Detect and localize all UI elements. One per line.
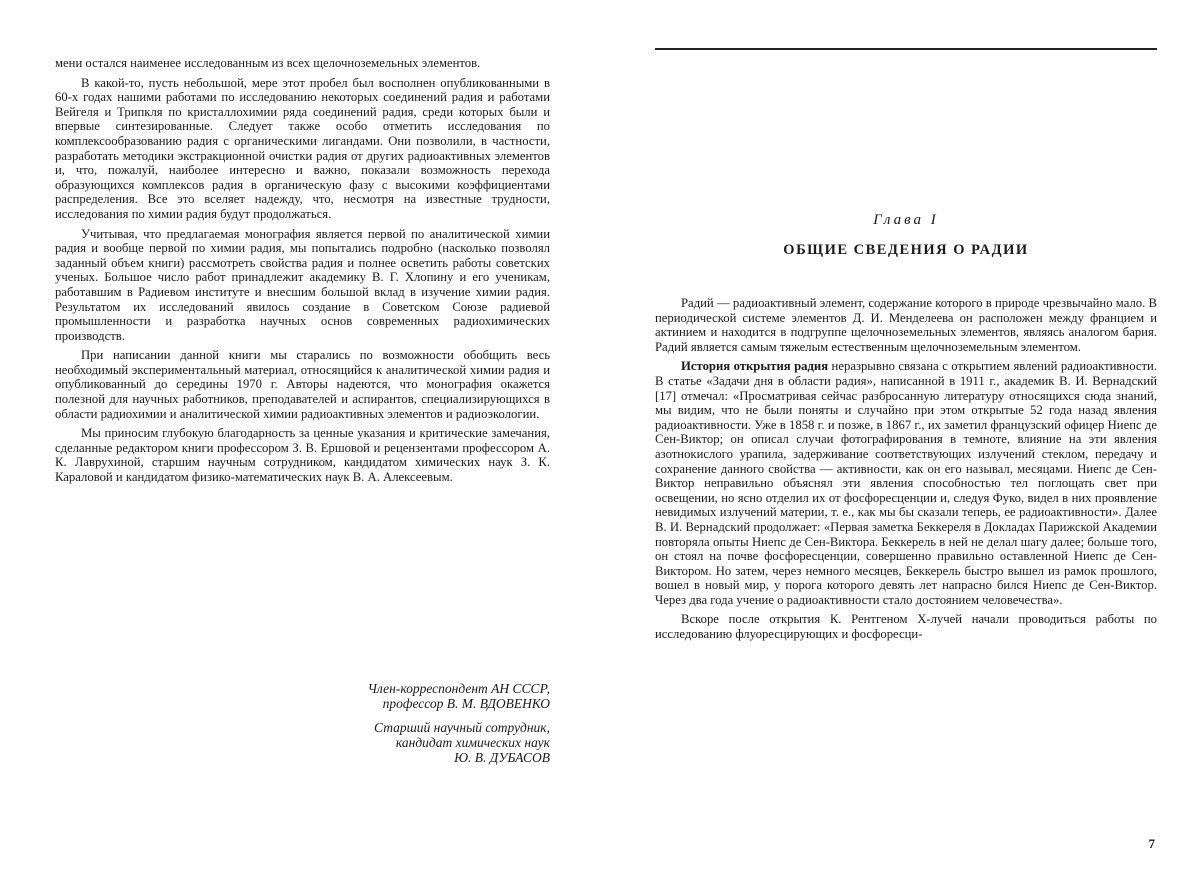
right-paragraph-3: Вскоре после открытия К. Рентгеном X-лучей начали проводиться работы по исследованию флуоресцирующих и фосфоресци-: [655, 612, 1157, 642]
signature-dubasov: [374, 720, 550, 765]
left-paragraph-2: В какой-то, пусть небольшой, мере этот пробел был восполнен опубликованными в 60-х годах нашими работами по исследованию некоторых соединений радия и работами Вейгеля и Трипкля по кристаллохимии ряда соединений радия, среди которых были и впервые синтезированные. Следует также особо отметить исследования по комплексообразованию радия с органическими лигандами. Они позволили, в частности, разработать методики экстракционной очистки радия от других радиоактивных элементов и, что, пожалуй, наиболее интересно и важно, показали возможность перехода образующихся комплексов радия в органическую фазу с высокими коэффициентами распределения. Все это вселяет надежду, что, несмотря на известные трудности, исследования по химии радия будут продолжаться.: [55, 75, 550, 221]
left-paragraph-4: При написании данной книги мы старались по возможности обобщить весь необходимый экспериментальный материал, относящийся к аналитической химии радия и опубликованный до середины 1970 г. Авторы надеются, что монография окажется полезной для научных работников, преподавателей и аспирантов, специализирующихся в области радиохимии и аналитической химии радиоактивных элементов и радиоэкологии.: [55, 348, 550, 421]
section-text: неразрывно связана с открытием явлений радиоактивности. В статье «Задачи дня в области радия», написанной в 1911 г., академик В. И. Вернадский [17] отмечал: «Просматривая сейчас разбросанную литературу относящихся сюда знаний, мы видим, что не были поняты и случайно при этом открытые 52 года назад явления радиоактивности. Уже в 1858 г. и позже, в 1867 г., их заметил французский офицер Ниепс де Сен-Виктор; он описал случаи фотографирования в темноте, влияние на эти явления азотнокислого урапила, задерживание соответствующих излучений стеклом, передачу и сохранение данного свойства — активности, как он его называл, месяцами. Ниепс де Сен-Виктор неправильно объяснял эти явления способностью тел поглощать свет при освещении, но ясно отделил их от фосфоресценции и, следуя Фуко, видел в них проявление невидимых излучений материи, т. е., как мы бы сказали теперь, ее радиоактивности». Далее В. И. Вернадский продолжает: «Первая заметка Беккереля в Докладах Парижской Академии повторяла опыты Ниепс де Сен-Виктора. Беккерель в ней не делал шагу далее; больше того, он стоял на почве фосфоресценции, совершенно правильно оставленной Ниепс де Сен-Виктором. Но затем, через немного месяцев, Беккерель быстро вышел из рамок прошлого, вошел в новый мир, у порога которого девять лет напрасно бился Ниепс де Сен-Виктор. Через два года учение о радиоактивности стало достоянием человечества».: [655, 359, 1157, 607]
left-page-text: [55, 56, 550, 485]
signature-line: Старший научный сотрудник,: [374, 720, 550, 735]
signature-line: Член-корреспондент АН СССР,: [367, 681, 550, 696]
right-page-text: [655, 296, 1157, 642]
signature-line: Ю. В. ДУБАСОВ: [454, 750, 550, 765]
page-number: 7: [1148, 836, 1155, 851]
left-paragraph-5: Мы приносим глубокую благодарность за ценные указания и критические замечания, сделанные редактором книги профессором З. В. Ершовой и рецензентами профессором А. К. Лаврухиной, старшим научным сотрудником, кандидатом химических наук З. К. Караловой и кандидатом физико-математических наук В. А. Алексеевым.: [55, 426, 550, 485]
right-paragraph-1: Радий — радиоактивный элемент, содержание которого в природе чрезвычайно мало. В периодической системе элементов Д. И. Менделеева он расположен между францием и актинием и находится в подгруппе щелочноземельных элементов, являясь аналогом бария. Радий является самым тяжелым естественным щелочноземельным элементом.: [655, 296, 1157, 354]
section-lead: История открытия радия: [681, 359, 829, 374]
left-page: [55, 0, 550, 896]
left-paragraph-1: мени остался наименее исследованным из всех щелочноземельных элементов.: [55, 56, 481, 70]
right-paragraph-2: [655, 359, 1157, 607]
signature-line: кандидат химических наук: [395, 735, 550, 750]
signature-vdovenko: [368, 681, 550, 711]
chapter-title: ОБЩИЕ СВЕДЕНИЯ О РАДИИ: [783, 242, 1029, 258]
signature-line: профессор В. М. ВДОВЕНКО: [382, 696, 550, 711]
left-paragraph-3: Учитывая, что предлагаемая монография является первой по аналитической химии радия и вообще первой по химии радия, мы попытались подробно (насколько позволял заданный объем книги) рассмотреть свойства радия и полнее осветить работы советских ученых. Большое число работ принадлежит академику В. Г. Хлопину и его ученикам, работавшим в Радиевом институте и внесшим большой вклад в изучение химии радия. Результатом их исследований явилось создание в Советском Союзе радиевой промышленности и разработка научных основ современных радиохимических производств.: [55, 226, 550, 343]
right-page: [655, 0, 1157, 896]
header-rule: [655, 48, 1157, 50]
chapter-label: Глава I: [873, 212, 939, 228]
